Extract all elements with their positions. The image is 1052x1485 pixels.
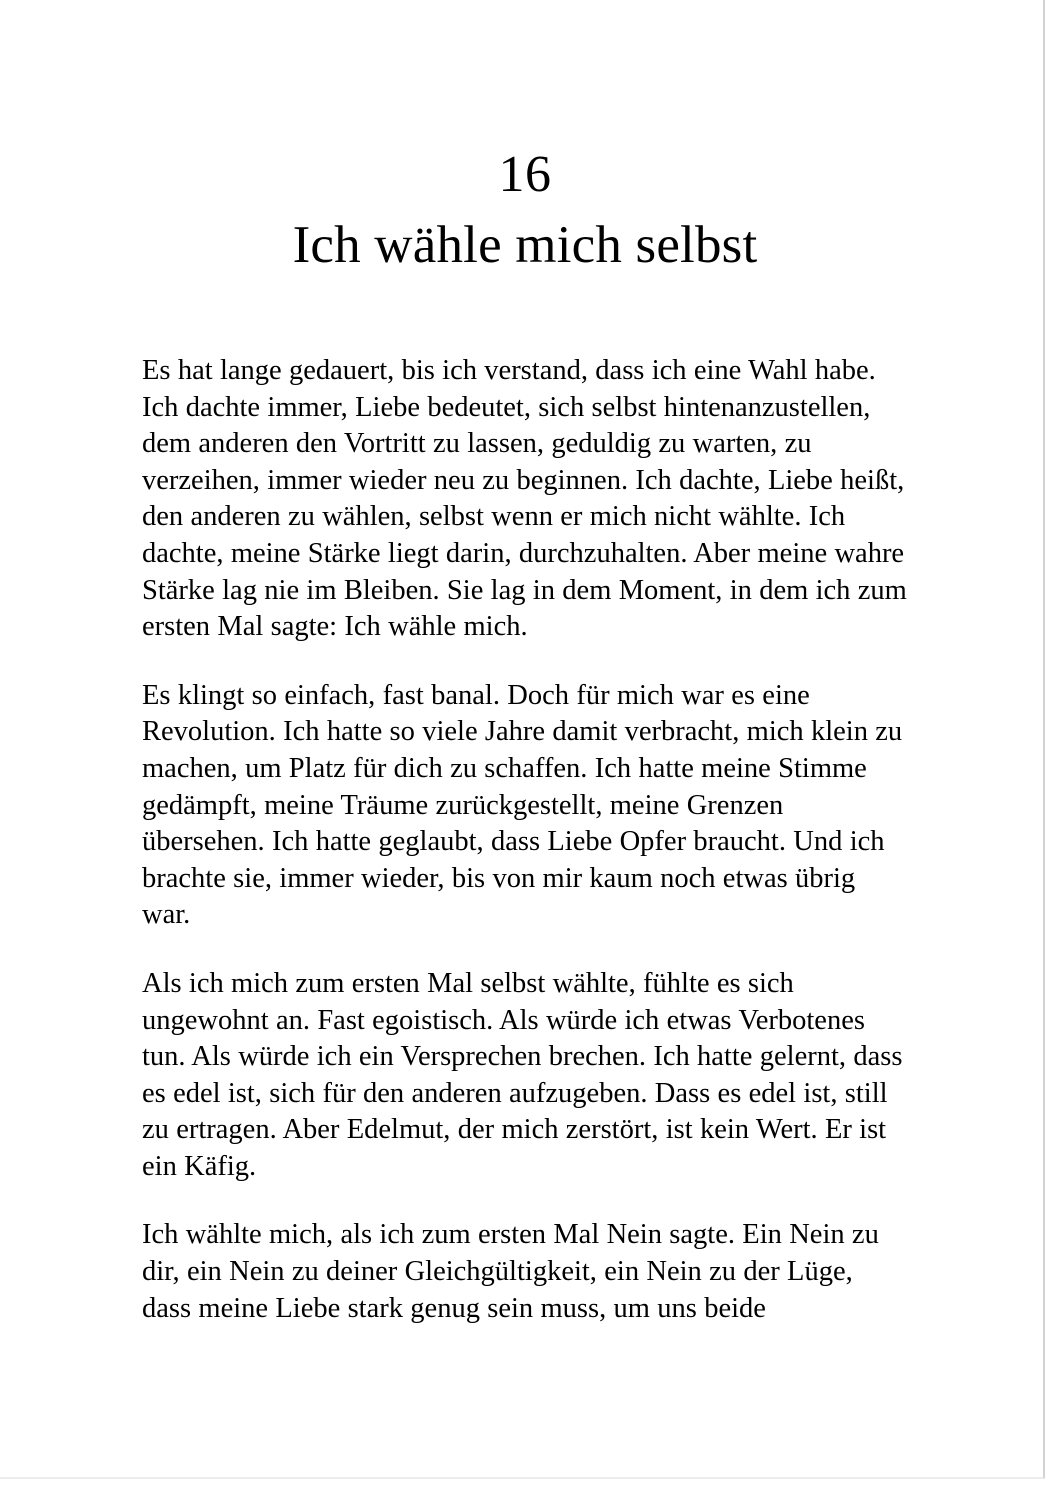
body-paragraph: Als ich mich zum ersten Mal selbst wählte, fühlte es sich ungewohnt an. Fast egoistisch. Als würde ich etwas Verbotenes tun. Als würde ich ein Versprechen brechen. Ich hatte gelernt, dass es edel ist, sich für den anderen aufzugeben. Dass es edel ist, still zu ertragen. Aber Edelmut, der mich zerstört, ist kein Wert. Er ist ein Käfig. — [142, 967, 903, 1182]
body-paragraph: Es klingt so einfach, fast banal. Doch für mich war es eine Revolution. Ich hatte so viele Jahre damit verbracht, mich klein zu machen, um Platz für dich zu schaffen. Ich hatte meine Stimme gedämpft, meine Träume zurückgestellt, meine Grenzen übersehen. Ich hatte geglaubt, dass Liebe Opfer braucht. Und ich brachte sie, immer wieder, bis von mir kaum noch etwas übrig war. — [142, 679, 903, 931]
chapter-body — [142, 353, 908, 1327]
body-paragraph: Es hat lange gedauert, bis ich verstand, dass ich eine Wahl habe. Ich dachte immer, Liebe bedeutet, sich selbst hintenanzustellen, dem anderen den Vortritt zu lassen, geduldig zu warten, zu verzeihen, immer wieder neu zu beginnen. Ich dachte, Liebe heißt, den anderen zu wählen, selbst wenn er mich nicht wählte. Ich dachte, meine Stärke liegt darin, durchzuhalten. Aber meine wahre Stärke lag nie im Bleiben. Sie lag in dem Moment, in dem ich zum ersten Mal sagte: Ich wähle mich. — [142, 355, 907, 643]
chapter-number: 16 — [498, 146, 552, 203]
chapter-heading — [142, 0, 908, 278]
body-paragraph: Ich wählte mich, als ich zum ersten Mal Nein sagte. Ein Nein zu dir, ein Nein zu deiner Gleichgültigkeit, ein Nein zu der Lüge, dass meine Liebe stark genug sein muss, um uns beide — [142, 1219, 879, 1324]
chapter-title: Ich wähle mich selbst — [292, 216, 758, 274]
